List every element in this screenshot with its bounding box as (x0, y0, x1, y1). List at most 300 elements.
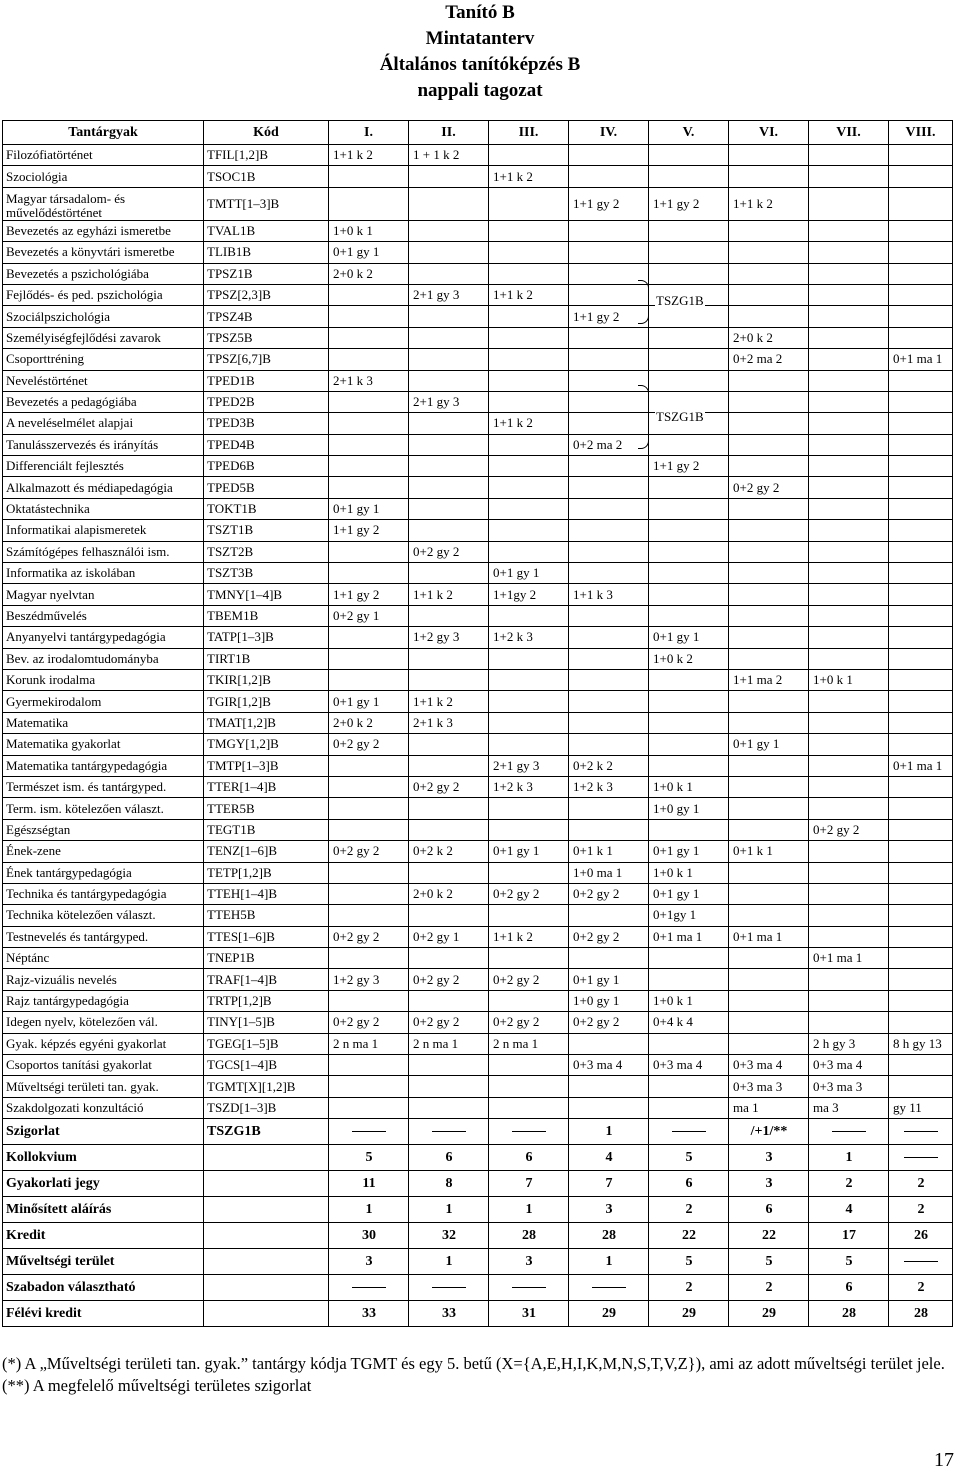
summary-code (204, 1197, 329, 1223)
course-name: Csoportos tanítási gyakorlat (3, 1055, 204, 1076)
table-row (3, 1033, 953, 1054)
semester-cell: 1+1 k 2 (409, 691, 489, 712)
semester-cell (409, 498, 489, 519)
semester-cell: 1+1 k 2 (489, 926, 569, 947)
semester-cell (889, 627, 953, 648)
semester-cell (649, 734, 729, 755)
semester-cell (569, 349, 649, 370)
course-code: TATP[1–3]B (204, 627, 329, 648)
semester-cell: 0+1 gy 1 (489, 563, 569, 584)
summary-value: 29 (729, 1301, 809, 1327)
semester-cell: 1+2 gy 3 (409, 627, 489, 648)
summary-row (3, 1119, 953, 1145)
table-row (3, 242, 953, 263)
table-row (3, 755, 953, 776)
summary-value: 28 (569, 1223, 649, 1249)
semester-cell (649, 605, 729, 626)
table-row (3, 926, 953, 947)
semester-cell (649, 263, 729, 284)
table-row (3, 541, 953, 562)
semester-cell (649, 584, 729, 605)
summary-value: /+1/** (729, 1119, 809, 1145)
semester-cell (729, 220, 809, 241)
semester-cell (729, 905, 809, 926)
semester-cell: 0+2 gy 1 (409, 926, 489, 947)
summary-value: 2 (889, 1275, 953, 1301)
page-number: 17 (934, 1449, 954, 1471)
title-line-4: nappali tagozat (417, 80, 543, 101)
semester-cell: 0+3 ma 4 (809, 1055, 889, 1076)
course-code: TSOC1B (204, 166, 329, 187)
table-row (3, 370, 953, 391)
course-code: TVAL1B (204, 220, 329, 241)
course-code: TPSZ1B (204, 263, 329, 284)
semester-cell: 2 h gy 3 (809, 1033, 889, 1054)
semester-cell (329, 990, 409, 1011)
semester-cell (889, 990, 953, 1011)
semester-cell (729, 776, 809, 797)
course-name: Egészségtan (3, 819, 204, 840)
semester-cell (809, 498, 889, 519)
table-row (3, 166, 953, 187)
semester-cell (729, 306, 809, 327)
semester-cell (569, 498, 649, 519)
summary-value: 2 (729, 1275, 809, 1301)
semester-cell: 0+2 k 2 (569, 755, 649, 776)
summary-value: 30 (329, 1223, 409, 1249)
semester-cell (889, 187, 953, 220)
semester-cell (489, 349, 569, 370)
summary-value: 1 (569, 1249, 649, 1275)
semester-cell (329, 798, 409, 819)
dash-mark (672, 1131, 706, 1132)
semester-cell (489, 541, 569, 562)
semester-cell (569, 263, 649, 284)
semester-cell: 0+2 gy 2 (409, 1012, 489, 1033)
summary-value: 6 (809, 1275, 889, 1301)
semester-cell (409, 520, 489, 541)
semester-cell (729, 498, 809, 519)
course-name: Idegen nyelv, kötelezően vál. (3, 1012, 204, 1033)
semester-cell (329, 306, 409, 327)
semester-cell (329, 477, 409, 498)
semester-cell (889, 841, 953, 862)
semester-cell (569, 948, 649, 969)
table-row (3, 990, 953, 1011)
course-code: TENZ[1–6]B (204, 841, 329, 862)
summary-value: 5 (649, 1249, 729, 1275)
semester-cell: 0+1 ma 1 (729, 926, 809, 947)
summary-value: 33 (329, 1301, 409, 1327)
course-name: A neveléselmélet alapjai (3, 413, 204, 434)
semester-cell (569, 220, 649, 241)
semester-cell (889, 584, 953, 605)
table-row (3, 520, 953, 541)
semester-cell (729, 627, 809, 648)
semester-cell (489, 819, 569, 840)
semester-cell (489, 862, 569, 883)
semester-cell (889, 306, 953, 327)
semester-cell: 0+1 gy 1 (649, 883, 729, 904)
semester-cell (809, 691, 889, 712)
header-cell: II. (409, 121, 489, 145)
course-code: TTEH5B (204, 905, 329, 926)
semester-cell (409, 263, 489, 284)
semester-cell (409, 798, 489, 819)
semester-cell: 1+1 k 2 (489, 166, 569, 187)
semester-cell (809, 391, 889, 412)
course-code: TTER5B (204, 798, 329, 819)
course-code: TMGY[1,2]B (204, 734, 329, 755)
semester-cell (409, 1076, 489, 1097)
semester-cell (809, 456, 889, 477)
semester-cell (809, 648, 889, 669)
summary-value: 6 (409, 1145, 489, 1171)
semester-cell (569, 327, 649, 348)
semester-cell (409, 327, 489, 348)
course-name: Bevezetés a pszichológiába (3, 263, 204, 284)
summary-value: 3 (489, 1249, 569, 1275)
semester-cell (569, 166, 649, 187)
header-cell: IV. (569, 121, 649, 145)
semester-cell (569, 413, 649, 434)
semester-cell (889, 498, 953, 519)
semester-cell (569, 1097, 649, 1118)
semester-cell (329, 563, 409, 584)
table-row (3, 734, 953, 755)
semester-cell: 0+1gy 1 (649, 905, 729, 926)
semester-cell (809, 990, 889, 1011)
semester-cell (329, 1097, 409, 1118)
semester-cell (329, 819, 409, 840)
semester-cell (649, 563, 729, 584)
semester-cell (569, 391, 649, 412)
semester-cell (809, 862, 889, 883)
semester-cell: 1+0 k 1 (809, 669, 889, 690)
semester-cell (729, 648, 809, 669)
semester-cell: 0+1 ma 1 (649, 926, 729, 947)
semester-cell (409, 456, 489, 477)
semester-cell: 0+3 ma 4 (569, 1055, 649, 1076)
table-row (3, 605, 953, 626)
semester-cell: 1+0 gy 1 (569, 990, 649, 1011)
course-name: Ének tantárgypedagógia (3, 862, 204, 883)
summary-row (3, 1249, 953, 1275)
semester-cell (489, 456, 569, 477)
semester-cell (889, 776, 953, 797)
semester-cell (729, 284, 809, 305)
semester-cell (649, 712, 729, 733)
summary-label: Műveltségi terület (3, 1249, 204, 1275)
table-row (3, 969, 953, 990)
semester-cell: 1+0 k 1 (649, 862, 729, 883)
semester-cell: 0+2 gy 1 (329, 605, 409, 626)
semester-cell (809, 755, 889, 776)
semester-cell (809, 306, 889, 327)
semester-cell: 2 n ma 1 (329, 1033, 409, 1054)
semester-cell: 2+0 k 2 (329, 712, 409, 733)
summary-value: 3 (729, 1145, 809, 1171)
semester-cell: 1+1 gy 2 (649, 187, 729, 220)
header-cell: V. (649, 121, 729, 145)
course-code: TPSZ[6,7]B (204, 349, 329, 370)
semester-cell (409, 819, 489, 840)
semester-cell (809, 776, 889, 797)
semester-cell (809, 370, 889, 391)
semester-cell (889, 563, 953, 584)
summary-value: 4 (569, 1145, 649, 1171)
semester-cell: 1 + 1 k 2 (409, 145, 489, 166)
course-name: Technika kötelezően választ. (3, 905, 204, 926)
summary-value: 1 (809, 1145, 889, 1171)
course-code: TSZD[1–3]B (204, 1097, 329, 1118)
semester-cell (649, 370, 729, 391)
semester-cell (889, 370, 953, 391)
semester-cell (409, 648, 489, 669)
semester-cell (889, 905, 953, 926)
table-row (3, 145, 953, 166)
semester-cell: ma 1 (729, 1097, 809, 1118)
semester-cell (889, 541, 953, 562)
semester-cell (809, 883, 889, 904)
course-name: Gyermekirodalom (3, 691, 204, 712)
semester-cell: 0+1 ma 1 (889, 755, 953, 776)
semester-cell (409, 1097, 489, 1118)
course-code: TPED3B (204, 413, 329, 434)
semester-cell (889, 1012, 953, 1033)
course-code: TRAF[1–4]B (204, 969, 329, 990)
semester-cell: 0+1 gy 1 (329, 498, 409, 519)
summary-value: 2 (649, 1197, 729, 1223)
course-code: TPED6B (204, 456, 329, 477)
course-code: TTEH[1–4]B (204, 883, 329, 904)
summary-value: 31 (489, 1301, 569, 1327)
semester-cell (729, 145, 809, 166)
semester-cell (809, 349, 889, 370)
semester-cell (489, 1055, 569, 1076)
course-rows (3, 145, 953, 1119)
semester-cell: 0+3 ma 4 (729, 1055, 809, 1076)
semester-cell (569, 541, 649, 562)
semester-cell: 0+2 ma 2 (569, 434, 649, 455)
summary-row (3, 1171, 953, 1197)
course-name: Csoporttréning (3, 349, 204, 370)
semester-cell (889, 648, 953, 669)
semester-cell: 0+2 gy 2 (329, 841, 409, 862)
summary-value: 29 (649, 1301, 729, 1327)
semester-cell (489, 520, 569, 541)
course-name: Gyak. képzés egyéni gyakorlat (3, 1033, 204, 1054)
semester-cell: 2+1 gy 3 (409, 284, 489, 305)
summary-value: 5 (649, 1145, 729, 1171)
semester-cell (329, 413, 409, 434)
semester-cell (329, 627, 409, 648)
semester-cell: 0+4 k 4 (649, 1012, 729, 1033)
title-line-2: Mintatanterv (425, 28, 535, 49)
semester-cell (409, 242, 489, 263)
semester-cell (489, 498, 569, 519)
semester-cell: 0+1 gy 1 (649, 627, 729, 648)
semester-cell (729, 1012, 809, 1033)
course-name: Néptánc (3, 948, 204, 969)
course-code: TETP[1,2]B (204, 862, 329, 883)
semester-cell (329, 284, 409, 305)
table-row (3, 306, 953, 327)
course-code: TKIR[1,2]B (204, 669, 329, 690)
semester-cell (729, 712, 809, 733)
semester-cell (569, 712, 649, 733)
summary-label: Szigorlat (3, 1119, 204, 1145)
semester-cell (409, 905, 489, 926)
table-row (3, 905, 953, 926)
semester-cell: 1+2 k 3 (569, 776, 649, 797)
semester-cell: 8 h gy 13 (889, 1033, 953, 1054)
summary-row (3, 1275, 953, 1301)
summary-label: Szabadon választható (3, 1275, 204, 1301)
semester-cell (729, 862, 809, 883)
footnote-2: (**) A megfelelő műveltségi területes szigorlat (2, 1376, 312, 1395)
semester-cell: 0+1 gy 1 (729, 734, 809, 755)
semester-cell (809, 605, 889, 626)
course-code: TGEG[1–5]B (204, 1033, 329, 1054)
summary-row (3, 1145, 953, 1171)
course-code: TSZT1B (204, 520, 329, 541)
summary-row (3, 1223, 953, 1249)
semester-cell (649, 349, 729, 370)
semester-cell: 1+1 k 2 (329, 145, 409, 166)
semester-cell: 0+2 gy 2 (329, 926, 409, 947)
semester-cell (889, 819, 953, 840)
semester-cell (809, 798, 889, 819)
summary-value: 17 (809, 1223, 889, 1249)
footnote-1: (*) A „Műveltségi területi tan. gyak.” tantárgy kódja TGMT és egy 5. betű (X={A,E,H,I,K,M,N,S,T,V,Z}), ami az adott műveltségi terület jele. (2, 1354, 945, 1373)
semester-cell (809, 841, 889, 862)
semester-cell: 1+0 k 1 (649, 990, 729, 1011)
semester-cell: 1+1 gy 2 (569, 187, 649, 220)
semester-cell (409, 370, 489, 391)
semester-cell (569, 798, 649, 819)
semester-cell (729, 969, 809, 990)
table-row (3, 669, 953, 690)
semester-cell (409, 187, 489, 220)
semester-cell: 0+1 k 1 (569, 841, 649, 862)
semester-cell (489, 648, 569, 669)
semester-cell (889, 413, 953, 434)
course-code: TPSZ[2,3]B (204, 284, 329, 305)
header-cell: VII. (809, 121, 889, 145)
summary-value: 2 (889, 1197, 953, 1223)
table-row (3, 819, 953, 840)
semester-cell (329, 434, 409, 455)
table-row (3, 284, 953, 305)
semester-cell (889, 263, 953, 284)
summary-value: 5 (809, 1249, 889, 1275)
semester-cell: 2 n ma 1 (409, 1033, 489, 1054)
semester-cell: 0+2 ma 2 (729, 349, 809, 370)
semester-cell (569, 734, 649, 755)
semester-cell (569, 627, 649, 648)
course-name: Beszédművelés (3, 605, 204, 626)
summary-value: 11 (329, 1171, 409, 1197)
table-row (3, 187, 953, 220)
semester-cell: 1+1 gy 2 (329, 584, 409, 605)
semester-cell: 0+2 gy 2 (329, 1012, 409, 1033)
semester-cell: 2+0 k 2 (409, 883, 489, 904)
summary-row (3, 1301, 953, 1327)
semester-cell (409, 477, 489, 498)
table-row (3, 327, 953, 348)
table-row (3, 862, 953, 883)
semester-cell (329, 948, 409, 969)
semester-cell (569, 1033, 649, 1054)
table-row (3, 798, 953, 819)
semester-cell: 1+2 k 3 (489, 776, 569, 797)
semester-cell (729, 1033, 809, 1054)
semester-cell: 0+2 gy 2 (729, 477, 809, 498)
semester-cell (409, 990, 489, 1011)
title-line-3: Általános tanítóképzés B (379, 54, 581, 75)
summary-value: 3 (729, 1171, 809, 1197)
footnotes (2, 1353, 952, 1397)
semester-cell (329, 648, 409, 669)
semester-cell (649, 520, 729, 541)
semester-cell (489, 798, 569, 819)
semester-cell (329, 166, 409, 187)
course-code: TPED4B (204, 434, 329, 455)
semester-cell: 0+3 ma 3 (809, 1076, 889, 1097)
summary-value (889, 1249, 953, 1275)
semester-cell: 0+2 gy 2 (329, 734, 409, 755)
semester-cell (889, 669, 953, 690)
semester-cell (489, 990, 569, 1011)
semester-cell (489, 327, 569, 348)
summary-value: 2 (809, 1171, 889, 1197)
summary-code (204, 1249, 329, 1275)
semester-cell (569, 691, 649, 712)
semester-cell (329, 755, 409, 776)
semester-cell (409, 306, 489, 327)
course-name: Bev. az irodalomtudományba (3, 648, 204, 669)
semester-cell (489, 669, 569, 690)
semester-cell: 1+2 gy 3 (329, 969, 409, 990)
semester-cell (729, 691, 809, 712)
summary-value (409, 1275, 489, 1301)
course-code: TMTP[1–3]B (204, 755, 329, 776)
table-row (3, 648, 953, 669)
summary-value (329, 1119, 409, 1145)
summary-code (204, 1223, 329, 1249)
semester-cell: 2 n ma 1 (489, 1033, 569, 1054)
semester-cell (729, 584, 809, 605)
semester-cell (569, 563, 649, 584)
semester-cell (649, 327, 729, 348)
table-row (3, 627, 953, 648)
semester-cell (489, 605, 569, 626)
semester-cell (649, 755, 729, 776)
semester-cell (649, 306, 729, 327)
summary-value: 28 (809, 1301, 889, 1327)
header-cell: III. (489, 121, 569, 145)
course-code: TEGT1B (204, 819, 329, 840)
course-name: Rajz-vizuális nevelés (3, 969, 204, 990)
exam-label-pedagogy: TSZG1B (656, 409, 704, 424)
summary-label: Gyakorlati jegy (3, 1171, 204, 1197)
semester-cell (489, 1076, 569, 1097)
semester-cell (649, 220, 729, 241)
summary-value: 29 (569, 1301, 649, 1327)
course-name: Term. ism. kötelezően választ. (3, 798, 204, 819)
semester-cell (729, 413, 809, 434)
